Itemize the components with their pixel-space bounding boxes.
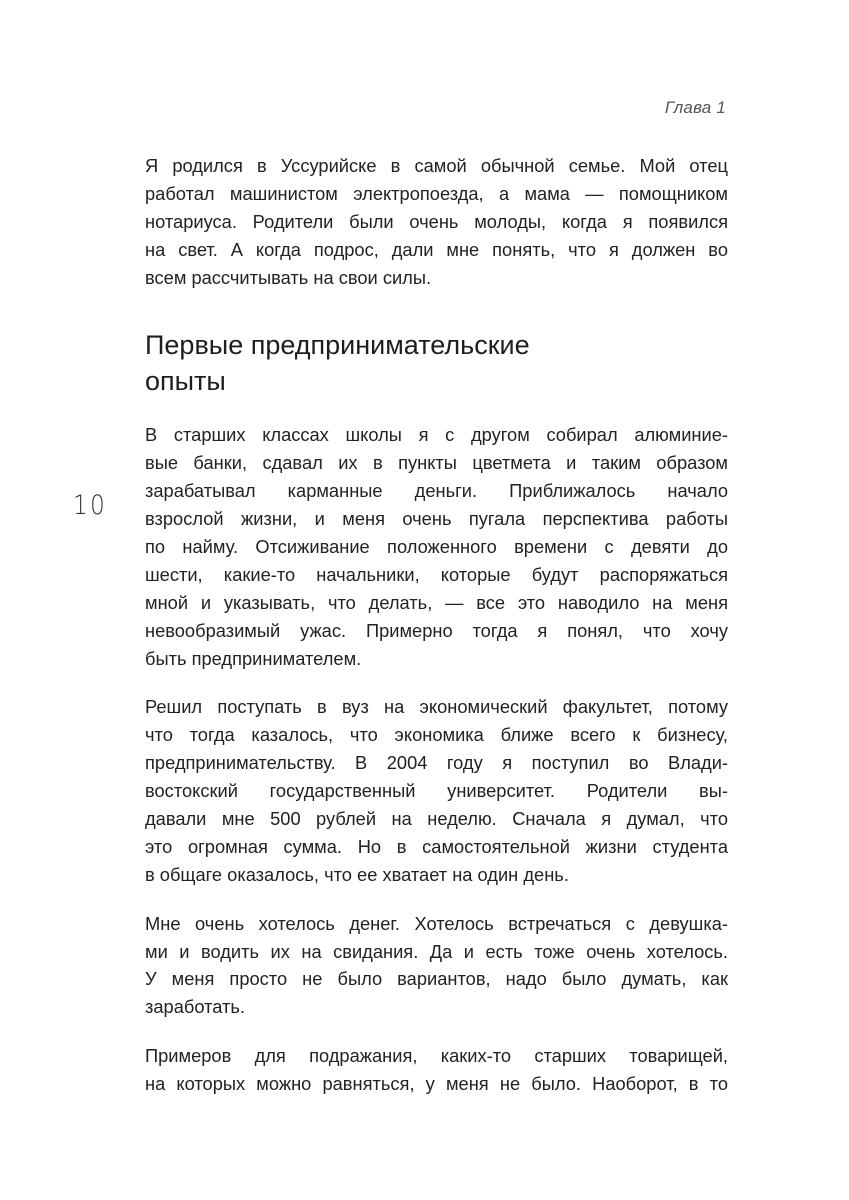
text-line: на которых можно равняться, у меня не было. Наоборот, в то (145, 1073, 728, 1095)
text-line: предпринимательству. В 2004 году я поступил во Влади- (145, 752, 728, 774)
body-paragraph-3 (145, 910, 728, 1022)
text-line: заработать. (145, 996, 246, 1018)
section-heading-line: Первые предпринимательские (145, 330, 530, 361)
text-line: в общаге оказалось, что ее хватает на один день. (145, 863, 569, 885)
intro-paragraph (145, 152, 728, 291)
text-line: нотариуса. Родители были очень молоды, когда я появился (145, 210, 728, 232)
body-paragraph-1 (145, 421, 728, 672)
section-heading (145, 327, 728, 399)
text-line: шести, какие-то начальники, которые будут распоряжаться (145, 563, 728, 585)
section-heading-line: опыты (145, 366, 226, 397)
text-line: по найму. Отсиживание положенного времени с девяти до (145, 536, 728, 558)
text-line: У меня просто не было вариантов, надо было думать, как (145, 968, 728, 990)
text-line: ми и водить их на свидания. Да и есть тоже очень хотелось. (145, 940, 728, 962)
text-line: работал машинистом электропоезда, а мама — помощником (145, 182, 728, 204)
text-line: это огромная сумма. Но в самостоятельной жизни студента (145, 835, 728, 857)
text-line: невообразимый ужас. Примерно тогда я понял, что хочу (145, 619, 728, 641)
body-paragraph-2 (145, 693, 728, 888)
text-line: всем рассчитывать на свои силы. (145, 266, 432, 288)
text-line: давали мне 500 рублей на неделю. Сначала я думал, что (145, 808, 728, 830)
page-number: 10 (73, 490, 108, 521)
text-line: вые банки, сдавал их в пункты цветмета и таким образом (145, 452, 728, 474)
page-body (145, 152, 728, 1098)
text-line: быть предпринимателем. (145, 647, 362, 669)
body-paragraph-4 (145, 1042, 728, 1098)
text-line: Я родился в Уссурийске в самой обычной семье. Мой отец (145, 155, 728, 176)
text-line: В старших классах школы я с другом собирал алюминие- (145, 424, 728, 446)
text-line: взрослой жизни, и меня очень пугала перспектива работы (145, 508, 728, 530)
text-line: Мне очень хотелось денег. Хотелось встречаться с девушка- (145, 912, 728, 934)
text-line: мной и указывать, что делать, — все это наводило на меня (145, 591, 728, 613)
text-line: Решил поступать в вуз на экономический факультет, потому (145, 696, 728, 718)
text-line: что тогда казалось, что экономика ближе всего к бизнесу, (145, 724, 728, 746)
text-line: на свет. А когда подрос, дали мне понять, что я должен во (145, 238, 728, 260)
text-line: востокский государственный университет. Родители вы- (145, 780, 728, 802)
text-line: Примеров для подражания, каких-то старших товарищей, (145, 1045, 728, 1067)
running-header-chapter: Глава 1 (664, 98, 726, 117)
text-line: зарабатывал карманные деньги. Приближалось начало (145, 480, 728, 502)
